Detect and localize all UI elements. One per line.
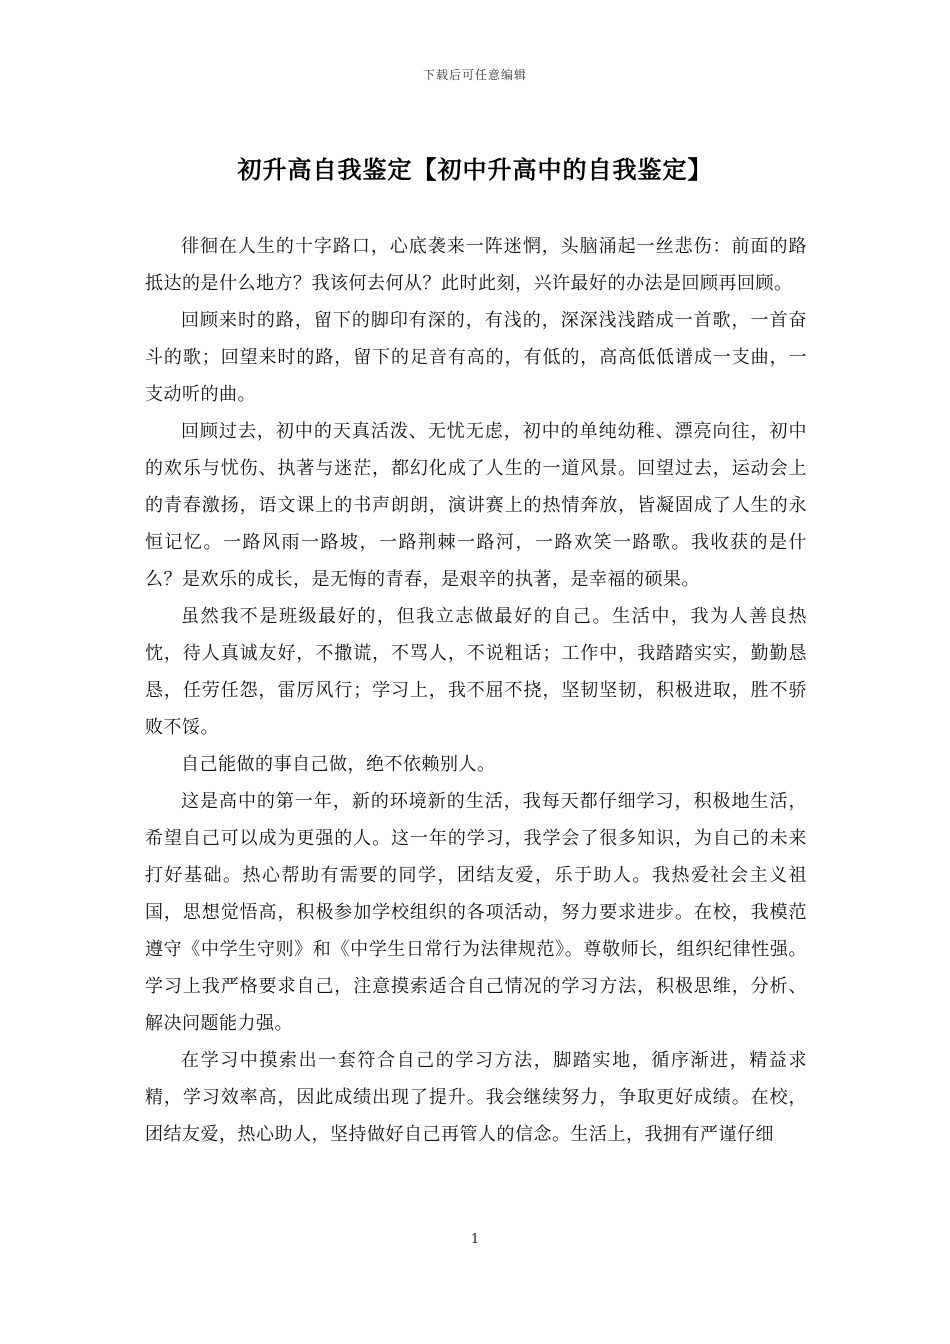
paragraph: 在学习中摸索出一套符合自己的学习方法，脚踏实地，循序渐进，精益求精，学习效率高，因此成绩出现了提升。我会继续努力，争取更好成绩。在校，团结友爱，热心助人，坚持做好自己再管人的信念。生活上，我拥有严谨仔细 <box>145 1050 807 1145</box>
paragraph: 徘徊在人生的十字路口，心底袭来一阵迷惘，头脑涌起一丝悲伤：前面的路抵达的是什么地方？我该何去何从？此时此刻，兴许最好的办法是回顾再回顾。 <box>145 236 807 294</box>
paragraph: 回顾来时的路，留下的脚印有深的，有浅的，深深浅浅踏成一首歌，一首奋斗的歌；回望来时的路，留下的足音有高的，有低的，高高低低谱成一支曲，一支动听的曲。 <box>145 310 807 405</box>
page-number: 1 <box>470 1232 480 1247</box>
paragraph: 自己能做的事自己做，绝不依赖别人。 <box>181 754 496 775</box>
paragraph: 虽然我不是班级最好的，但我立志做最好的自己。生活中，我为人善良热忱，待人真诚友好，不撒谎，不骂人，不说粗话；工作中，我踏踏实实，勤勤恳恳，任劳任怨，雷厉风行；学习上，我不屈不挠，坚韧坚韧，积极进取，胜不骄败不馁。 <box>145 606 807 738</box>
paragraph: 这是高中的第一年，新的环境新的生活，我每天都仔细学习，积极地生活，希望自己可以成为更强的人。这一年的学习，我学会了很多知识，为自己的未来打好基础。热心帮助有需要的同学，团结友爱，乐于助人。我热爱社会主义祖国，思想觉悟高，积极参加学校组织的各项活动，努力要求进步。在校，我模范遵守《中学生守则》和《中学生日常行为法律规范》。尊敬师长，组织纪律性强。学习上我严格要求自己，注意摸索适合自己情况的学习方法，积极思维，分析、解决问题能力强。 <box>145 791 807 1034</box>
paragraph: 回顾过去，初中的天真活泼、无忧无虑，初中的单纯幼稚、漂亮向往，初中的欢乐与忧伤、执著与迷茫，都幻化成了人生的一道风景。回望过去，运动会上的青春激扬，语文课上的书声朗朗，演讲赛上的热情奔放，皆凝固成了人生的永恒记忆。一路风雨一路坡，一路荆棘一路河，一路欢笑一路歌。我收获的是什么？是欢乐的成长，是无悔的青春，是艰辛的执著，是幸福的硕果。 <box>145 421 807 590</box>
document-title: 初升高自我鉴定【初中升高中的自我鉴定】 <box>237 155 713 184</box>
document-body <box>145 228 807 1153</box>
header-note: 下载后可任意编辑 <box>422 68 527 82</box>
